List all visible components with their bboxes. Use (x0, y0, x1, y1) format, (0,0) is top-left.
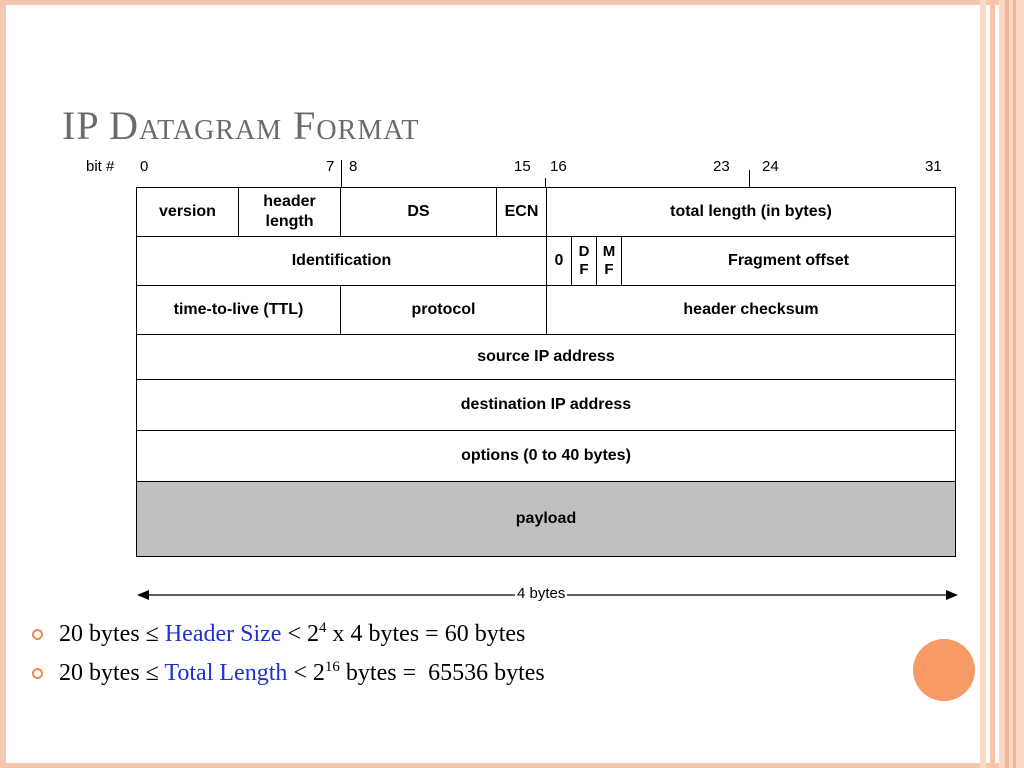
decor-stripe (1005, 0, 1009, 768)
highlight-term: Total Length (164, 660, 288, 686)
bit-prefix-label: bit # (86, 158, 115, 175)
bit-label-24: 24 (762, 158, 779, 175)
bit-label-8: 8 (349, 158, 358, 175)
exponent: 16 (324, 659, 340, 675)
bit-label-7: 7 (326, 158, 335, 175)
bullet-text: 20 bytes ≤ (59, 660, 165, 686)
byte-boundary-tick (341, 160, 342, 187)
header-checksum-field (546, 285, 956, 335)
mf-flag-field (596, 236, 622, 286)
frame-left-border (0, 0, 6, 768)
decorative-circle (913, 639, 975, 701)
ttl-field (136, 285, 341, 335)
header-checksum-label: header checksum (683, 301, 819, 318)
total-length-field (546, 187, 956, 237)
ds-field (340, 187, 497, 237)
options-field (136, 430, 956, 482)
bit-label-31: 31 (925, 158, 942, 175)
version-field (136, 187, 239, 237)
bullet-item-header-size (32, 618, 545, 651)
fragment-offset-field (621, 236, 956, 286)
highlight-term: Header Size (164, 621, 282, 647)
reserved-flag-field (546, 236, 572, 286)
bullet-ring-icon (32, 629, 43, 640)
fragment-offset-label: Fragment offset (728, 252, 849, 269)
bullet-ring-icon (32, 668, 43, 679)
df-label-line2: F (579, 261, 589, 278)
decor-stripe (1013, 0, 1016, 768)
bullet-list (32, 618, 545, 696)
destination-ip-field (136, 379, 956, 431)
header-length-label-line2: length (265, 213, 314, 230)
frame-bottom-border (0, 763, 1024, 768)
ecn-label: ECN (504, 203, 539, 220)
version-label: version (159, 203, 216, 220)
width-label: 4 bytes (517, 585, 566, 602)
bullet-text: < 2 (287, 660, 325, 686)
ttl-label: time-to-live (TTL) (173, 301, 304, 318)
identification-field (136, 236, 547, 286)
identification-label: Identification (291, 252, 392, 269)
ds-label: DS (407, 203, 430, 220)
bullet-text: 20 bytes ≤ (59, 621, 165, 647)
header-length-label-line1: header (263, 193, 316, 210)
source-ip-label: source IP address (477, 348, 615, 365)
source-ip-field (136, 334, 956, 380)
decor-stripe (990, 0, 995, 768)
bullet-text: x 4 bytes = 60 bytes (326, 621, 526, 647)
bullet-text: bytes = 65536 bytes (339, 660, 545, 686)
df-flag-field (571, 236, 597, 286)
protocol-label: protocol (411, 301, 476, 318)
mf-label-line1: M (602, 243, 616, 260)
total-length-label: total length (in bytes) (670, 203, 832, 220)
destination-ip-label: destination IP address (460, 396, 632, 413)
payload-field (136, 481, 956, 557)
protocol-field (340, 285, 547, 335)
header-length-field (238, 187, 341, 237)
byte-boundary-tick (749, 170, 750, 188)
slide-title: IP Datagram Format (62, 103, 420, 148)
options-label: options (0 to 40 bytes) (461, 447, 631, 464)
frame-top-border (0, 0, 1024, 5)
exponent: 4 (319, 620, 327, 636)
df-label-line1: D (578, 243, 590, 260)
mf-label-line2: F (604, 261, 614, 278)
bit-label-16: 16 (550, 158, 567, 175)
bullet-text: < 2 (281, 621, 319, 647)
bit-label-0: 0 (140, 158, 149, 175)
ecn-field (496, 187, 547, 237)
bullet-item-total-length (32, 657, 545, 690)
payload-label: payload (515, 510, 577, 527)
decor-stripe (999, 0, 1024, 768)
width-dimension-arrow (137, 585, 958, 605)
bit-label-23: 23 (713, 158, 730, 175)
bit-label-15: 15 (514, 158, 531, 175)
reserved-flag-label: 0 (554, 252, 564, 269)
decor-stripe (980, 0, 986, 768)
